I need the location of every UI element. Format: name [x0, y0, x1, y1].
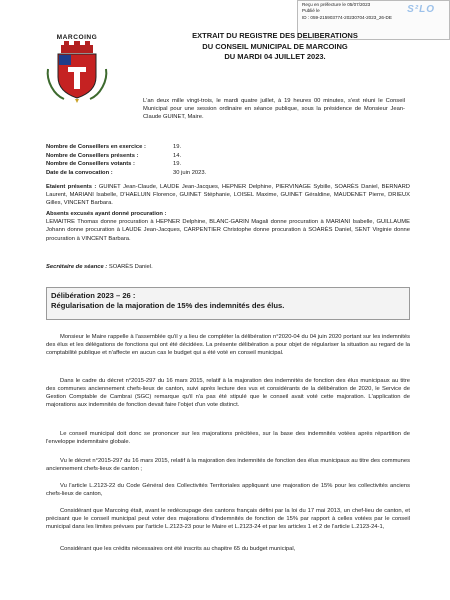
coat-of-arms-icon — [42, 41, 112, 105]
body-paragraph: Vu le décret n°2015-297 du 16 mars 2015, relatif à la majoration des indemnités de fonction des élus municipaux au titre des communes anciennement chefs-lieux de canton ; — [46, 458, 410, 473]
intro-paragraph: L'an deux mille vingt-trois, le mardi quatre juillet, à 19 heures 00 minutes, s'est réuni le Conseil Municipal pour une session ordinaire en séance publique, sous la présidence de Monsieur Jean-Claude GUINET, Maire. — [143, 98, 405, 120]
header-line-2: DU CONSEIL MUNICIPAL DE MARCOING — [202, 41, 348, 51]
body-paragraph: Considérant que Marcoing était, avant le redécoupage des cantons français défini par la loi du 17 mai 2013, un chef-lieu de canton, et précisant que le conseil municipal peut voter des majorations d'indemnités de fonction de 15% par rapport à celles votées par le conseil municipal dans les limites prévues par l'article L.2123-23 pour le Maire et L.2123-24 et par les articles 1 et 2 de l'article L.2123-24-1, — [46, 508, 410, 531]
body-paragraph: Considérant que les crédits nécessaires ont été inscrits au chapitre 65 du budget municipal, — [60, 546, 296, 552]
body-paragraph: Vu l'article L.2123-22 du Code Général des Collectivités Territoriales appliquant une majoration de 15% pour les collectivités anciens chefs-lieux de canton, — [46, 483, 410, 498]
count-row — [46, 143, 213, 152]
absents-section — [46, 210, 410, 243]
body-paragraph: Monsieur le Maire rappelle à l'assemblée qu'il y a lieu de compléter la délibération n°2020-04 du 04 juin 2020 portant sur les indemnités des élus et les délégations de fonctions qui ont été décidées. La présente délibération a pour objet de régulariser la situation au regard de la comptabilité publique et n'affecte en aucun cas le budget qui a été voté en conseil municipal. — [46, 334, 410, 357]
header-line-3: DU MARDI 04 JUILLET 2023. — [224, 52, 326, 61]
secretary-label: Secrétaire de séance : — [46, 264, 108, 270]
absents-label: Absents excusés ayant donné procuration : — [46, 211, 167, 217]
document-header — [150, 31, 400, 63]
count-value: 30 juin 2023. — [173, 169, 207, 176]
count-row — [46, 160, 213, 169]
s2lo-logo: S²LO — [407, 4, 435, 15]
council-counts — [46, 143, 213, 177]
absents-list: LEMAITRE Thomas donne procuration à HEPNER Delphine, BLANC-GARIN Magali donne procuration à MARIANI Isabelle, GUILLAUME Johann donne procuration à LAUDE Jean-Jacques, CARPENTIER Christophe donne procuration à SOARÈS Daniel, SENT Virginie donne procuration à VINCENT Barbara. — [46, 219, 410, 242]
deliberation-box — [46, 287, 410, 320]
count-label: Date de la convocation : — [46, 169, 113, 176]
body-paragraph: Dans le cadre du décret n°2015-297 du 16 mars 2015, relatif à la majoration des indemnités de fonction des élus municipaux au titre des communes anciennement chefs-lieux de canton, suivi après lecture des vus et considérants de la délibération de 2020, le Service de Gestion Comptable de Cambrai (SGC) remarque qu'il n'a pas été stipulé que le conseil avait voté cette majoration. L'application de majorations aux indemnités de fonction devait faire l'objet d'un vote distinct. — [46, 378, 410, 409]
presents-list: GUINET Jean-Claude, LAUDE Jean-Jacques, HEPNER Delphine, PIERVINAGE Sybille, SOARÈS Daniel, BERNARD Laurent, MARIANI Isabelle, D'HAELUIN Florence, GUINET Stéphanie, LOISEL Maxime, GUINET Géraldine, MAUDENET Pierre, DRIEUX Gilles, VINCENT Barbara. — [46, 184, 410, 207]
header-line-1: EXTRAIT DU REGISTRE DES DELIBERATIONS — [192, 31, 358, 40]
count-row — [46, 152, 213, 161]
stamp-id: ID : 059-215903774-20230704-2023_26-DE — [302, 14, 392, 20]
presents-section — [46, 183, 410, 208]
count-label: Nombre de Conseillers présents : — [46, 152, 139, 159]
stamp-published: Publié le — [302, 8, 320, 14]
town-name: MARCOING — [56, 34, 98, 41]
town-crest — [42, 34, 112, 110]
stamp-received-date: Reçu en préfecture le 05/07/2023 — [302, 2, 371, 7]
count-label: Nombre de Conseillers en exercice : — [46, 144, 146, 150]
deliberation-number: Délibération 2023 – 26 : — [51, 291, 136, 300]
secretary-section — [46, 263, 410, 271]
deliberation-subject: Régularisation de la majoration de 15% des indemnités des élus. — [51, 301, 285, 310]
count-value: 19. — [173, 161, 182, 167]
count-label: Nombre de Conseillers votants : — [46, 161, 135, 167]
body-paragraph: Le conseil municipal doit donc se prononcer sur les majorations précitées, sur la base des indemnités votées après répartition de l'enveloppe indemnitaire globale. — [46, 431, 410, 446]
count-value: 19. — [173, 144, 182, 150]
count-row — [46, 169, 213, 178]
presents-label: Etaient présents : — [46, 184, 97, 190]
secretary-name: SOARÈS Daniel. — [108, 264, 153, 270]
count-value: 14. — [173, 152, 182, 159]
